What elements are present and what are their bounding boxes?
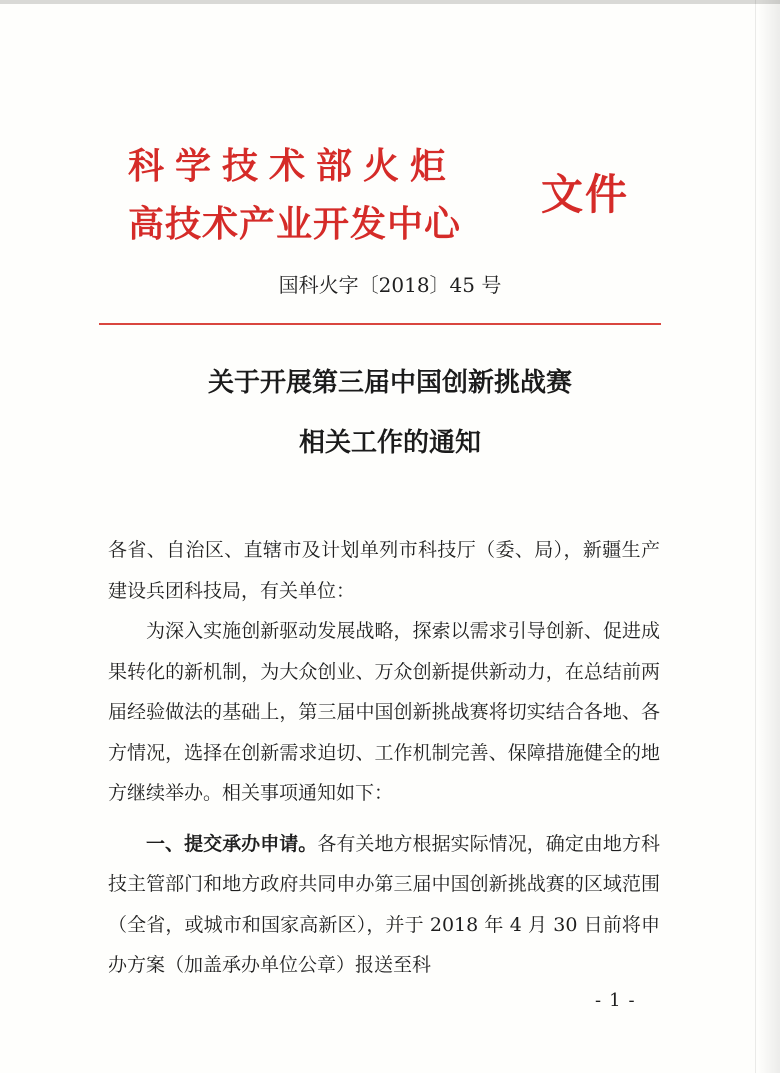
notice-title-line-2: 相关工作的通知 [298,428,481,458]
page-number [587,989,643,1013]
issuer-line-1: 科学技术部火炬 [128,146,458,187]
paragraph-1: 为深入实施创新驱动发展战略，探索以需求引导创新、促进成果转化的新机制，为大众创业、万众创新提供新动力，在总结前两届经验做法的基础上，第三届中国创新挑战赛将切实结合各地、各方情况，选择在创新需求迫切、工作机制完善、保障措施健全的地方继续举办。相关事项通知如下： [108,620,660,804]
notice-body [108,530,660,986]
document-type-label: 文件 [541,170,630,219]
red-divider-line [99,323,661,325]
point-1-heading: 一、提交承办申请。 [146,832,318,855]
salutation: 各省、自治区、直辖市及计划单列市科技厅（委、局），新疆生产建设兵团科技局，有关单位： [108,539,660,602]
page-right-shadow [758,0,780,1073]
point-1-text: 各有关地方根据实际情况，确定由地方科技主管部门和地方政府共同申办第三届中国创新挑战赛的区域范围（全省，或城市和国家高新区），并于 2018 年 4 月 30 日前将申办方案（加盖承办单位公章）报送至科 [108,832,660,976]
page-number-dash-right: - [628,990,635,1011]
document-number: 国科火字〔2018〕45 号 [278,273,502,297]
page-top-edge [0,0,780,4]
notice-title-line-1: 关于开展第三届中国创新挑战赛 [207,368,572,398]
notice-title [0,353,780,473]
issuer-heading [128,138,508,254]
point-1-paragraph [108,824,660,986]
issuer-line-2: 高技术产业开发中心 [128,204,462,245]
page-number-value: 1 [609,990,621,1011]
page-right-edge [755,0,756,1073]
page-number-dash-left: - [595,990,602,1011]
